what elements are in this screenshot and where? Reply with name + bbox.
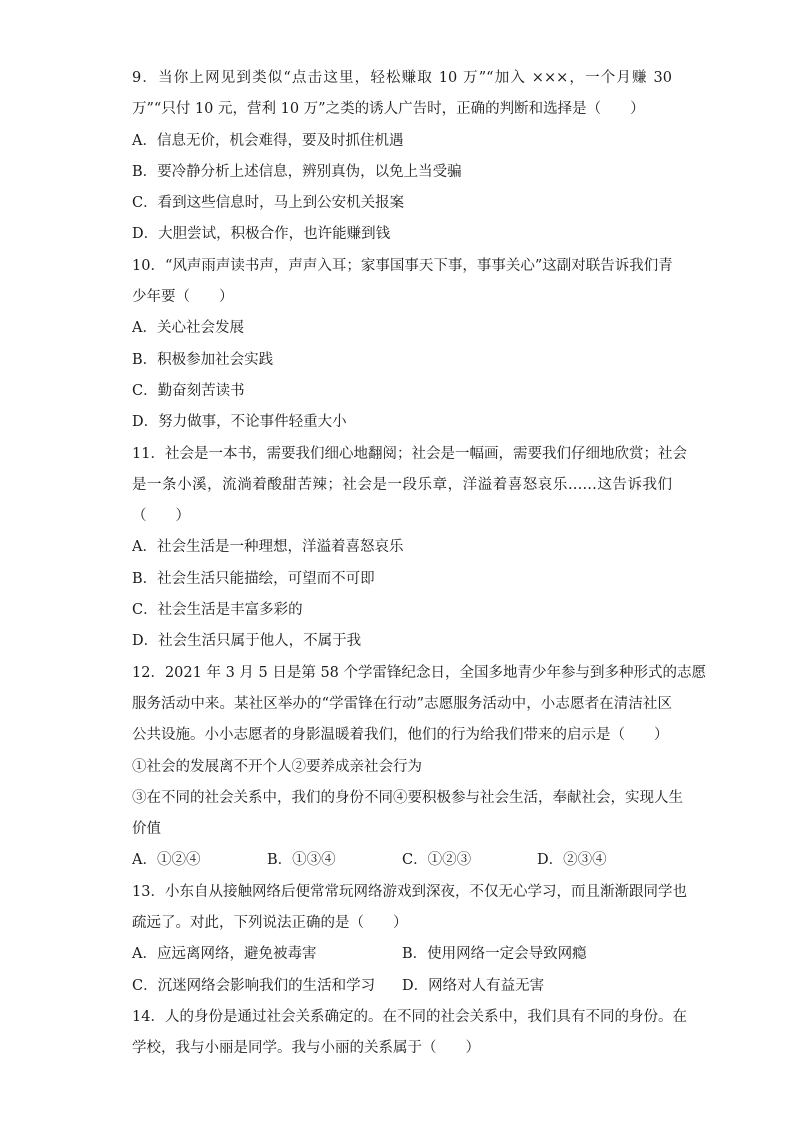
question-12-option-a: A．①②④ xyxy=(132,852,201,869)
question-11-option-c: C．社会生活是丰富多彩的 xyxy=(132,602,303,619)
question-13-options-row-2 xyxy=(132,971,672,1002)
question-12-stem-line-2: 服务活动中来。某社区举办的“学雷锋在行动”志愿服务活动中，小志愿者在清洁社区 xyxy=(132,695,672,712)
question-14-stem-line-1: 14．人的身份是通过社会关系确定的。在不同的社会关系中，我们具有不同的身份。在 xyxy=(132,1008,687,1025)
question-11-stem-line-2: 是一条小溪，流淌着酸甜苦辣；社会是一段乐章，洋溢着喜怒哀乐……这告诉我们 xyxy=(132,476,672,493)
question-11-stem-line-1: 11．社会是一本书，需要我们细心地翻阅；社会是一幅画，需要我们仔细地欣赏；社会 xyxy=(132,445,687,462)
question-11-option-b: B．社会生活只能描绘，可望而不可即 xyxy=(132,570,375,587)
question-12-option-d: D．②③④ xyxy=(537,852,607,869)
question-10-stem-line-1: 10．“风声雨声读书声，声声入耳；家事国事天下事，事事关心”这副对联告诉我们青 xyxy=(132,257,673,274)
question-13-option-a: A．应远离网络，避免被毒害 xyxy=(132,946,317,963)
question-10-stem-line-2: 少年要（ ） xyxy=(132,289,234,306)
question-12-stem-line-3: 公共设施。小小志愿者的身影温暖着我们，他们的行为给我们带来的启示是（ ） xyxy=(132,727,669,744)
question-13-stem-line-1: 13．小东自从接触网络后便常常玩网络游戏到深夜，不仅无心学习，而且渐渐跟同学也 xyxy=(132,883,687,900)
question-14-stem-line-2: 学校，我与小丽是同学。我与小丽的关系属于（ ） xyxy=(132,1040,480,1057)
question-12-statement-line-1: ①社会的发展离不开个人②要养成亲社会行为 xyxy=(132,758,422,775)
question-9-stem-line-2: 万”“只付 10 元，营利 10 万”之类的诱人广告时，正确的判断和选择是（ ） xyxy=(132,101,645,118)
question-9-option-c: C．看到这些信息时，马上到公安机关报案 xyxy=(132,195,405,212)
question-11-stem-line-3: （ ） xyxy=(132,508,190,525)
question-13-options-row-1 xyxy=(132,939,672,970)
question-12-stem-line-1: 12．2021 年 3 月 5 日是第 58 个学雷锋纪念日，全国多地青少年参与到多种形式的志愿 xyxy=(132,664,707,681)
question-12-option-b: B．①③④ xyxy=(267,852,336,869)
question-9-option-b: B．要冷静分析上述信息，辨别真伪，以免上当受骗 xyxy=(132,163,462,180)
question-13-option-d: D．网络对人有益无害 xyxy=(402,977,545,994)
question-12-statement-line-2: ③在不同的社会关系中，我们的身份不同④要积极参与社会生活，奉献社会，实现人生 xyxy=(132,789,683,806)
question-10-option-c: C．勤奋刻苦读书 xyxy=(132,382,245,399)
question-12-options-row xyxy=(132,845,672,876)
question-10-option-a: A．关心社会发展 xyxy=(132,320,244,337)
question-11-option-a: A．社会生活是一种理想，洋溢着喜怒哀乐 xyxy=(132,539,404,556)
question-9-option-a: A．信息无价，机会难得，要及时抓住机遇 xyxy=(132,132,404,149)
question-11-option-d: D．社会生活只属于他人，不属于我 xyxy=(132,633,362,650)
question-12-option-c: C．①②③ xyxy=(402,852,472,869)
question-9-stem-line-1: 9．当你上网见到类似“点击这里，轻松赚取 10 万”“加入 ×××，一个月赚 30 xyxy=(132,70,672,86)
question-list xyxy=(132,63,707,1065)
question-9-option-d: D．大胆尝试，积极合作，也许能赚到钱 xyxy=(132,226,391,243)
question-13-option-c: C．沉迷网络会影响我们的生活和学习 xyxy=(132,977,376,994)
question-10-option-d: D．努力做事，不论事件轻重大小 xyxy=(132,414,347,431)
question-13-option-b: B．使用网络一定会导致网瘾 xyxy=(402,946,587,963)
question-10-option-b: B．积极参加社会实践 xyxy=(132,351,274,368)
question-13-stem-line-2: 疏远了。对此，下列说法正确的是（ ） xyxy=(132,915,408,932)
question-12-statement-line-3: 价值 xyxy=(132,821,161,838)
